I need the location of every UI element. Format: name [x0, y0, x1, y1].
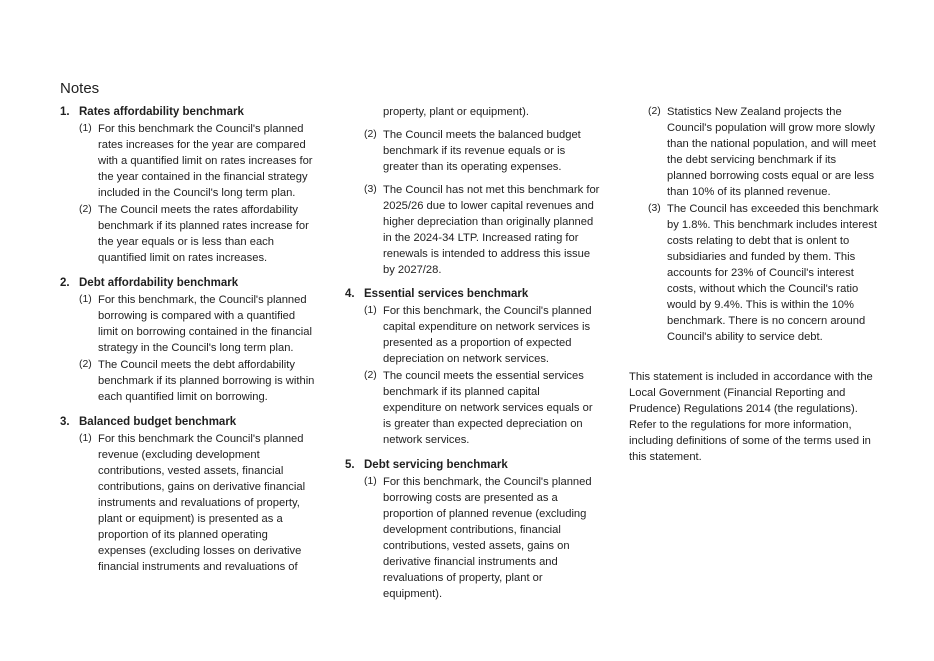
- regulations-statement: This statement is included in accordance with the Local Government (Financial Reporting and Prudence) Regulations 2014 (the regulations). Refer to the regulations for more information, including definitions of some of the terms used in this statement.: [629, 371, 873, 463]
- list-item: [60, 202, 318, 266]
- section-number: 2.: [60, 277, 70, 289]
- item-number: (3): [364, 184, 377, 195]
- item-number: (1): [79, 123, 92, 134]
- item-number: (1): [364, 476, 377, 487]
- item-text: For this benchmark the Council's planned rates increases for the year are compared with a quantified limit on rates increases for the year contained in the financial strategy included in the Council's long term plan.: [98, 123, 313, 199]
- item-number: (1): [79, 294, 92, 305]
- list-item: [345, 127, 601, 175]
- section-title: Rates affordability benchmark: [79, 106, 244, 118]
- item-number: (1): [79, 433, 92, 444]
- list-item: [345, 182, 601, 278]
- section-balanced-budget: [60, 414, 318, 575]
- section-number: 3.: [60, 416, 70, 428]
- section-rates-affordability: [60, 104, 318, 266]
- section-heading: [60, 414, 318, 431]
- item-number: (2): [364, 129, 377, 140]
- list-item: [629, 201, 879, 345]
- section-heading: [345, 457, 601, 474]
- continued-text: property, plant or equipment).: [383, 106, 529, 118]
- item-text: For this benchmark, the Council's planned borrowing is compared with a quantified limit on borrowing contained in the financial strategy in the Council's long term plan.: [98, 294, 312, 354]
- item-number: (2): [364, 370, 377, 381]
- sub-list: [345, 303, 601, 448]
- sub-list: [345, 127, 601, 278]
- list-item: [60, 292, 318, 356]
- list-item: [60, 121, 318, 201]
- item-number: (3): [648, 203, 661, 214]
- item-text: The council meets the essential services benchmark if its planned capital expenditure on network services equals or is greater than expected depreciation on network services.: [383, 370, 593, 446]
- list-item: [345, 368, 601, 448]
- item-text: For this benchmark, the Council's planned capital expenditure on network services is presented as a proportion of expected depreciation on network services.: [383, 305, 592, 365]
- section-number: 5.: [345, 459, 355, 471]
- item-text: The Council meets the rates affordability benchmark if its planned rates increase for the year equals or is less than each quantified limit on rates increases.: [98, 204, 309, 264]
- section-debt-affordability: [60, 275, 318, 405]
- section-heading: [345, 286, 601, 303]
- list-item: [60, 357, 318, 405]
- section-heading: [60, 275, 318, 292]
- item-number: (1): [364, 305, 377, 316]
- item-number: (2): [648, 106, 661, 117]
- sub-list: [60, 292, 318, 405]
- section-number: 4.: [345, 288, 355, 300]
- item-text: For this benchmark the Council's planned revenue (excluding development contributions, vested assets, financial contributions, gains on derivative financial instruments and revaluations of property, plant or equipment) is presented as a proportion of its planned operating expenses (excluding losses on derivative financial instruments and revaluations of: [98, 433, 306, 573]
- page-title: Notes: [60, 80, 100, 97]
- sub-list: [60, 431, 318, 575]
- section-heading: [60, 104, 318, 121]
- section-title: Balanced budget benchmark: [79, 416, 237, 428]
- list-item: [345, 474, 601, 602]
- section-title: Essential services benchmark: [364, 288, 529, 300]
- sub-list: [60, 121, 318, 266]
- sub-list: [345, 474, 601, 602]
- list-item: [629, 104, 879, 200]
- item-text: The Council has exceeded this benchmark by 1.8%. This benchmark includes interest costs relating to debt that is onlent to subsidiaries and funded by them. This accounts for 23% of Council's interest costs, without which the Council's ratio would by 9.4%. This is within the 10% benchmark. There is no concern around Council's ability to service debt.: [667, 203, 879, 343]
- section-debt-servicing: [345, 457, 601, 602]
- section-title: Debt affordability benchmark: [79, 277, 239, 289]
- column-2: [345, 104, 601, 611]
- item-text: For this benchmark, the Council's planned borrowing costs are presented as a proportion of planned revenue (excluding development contributions, financial contributions, vested assets, gains on derivative financial instruments and revaluations of property, plant or equipment).: [383, 476, 592, 600]
- sub-list: [629, 104, 879, 345]
- column-1: [60, 104, 318, 584]
- list-item: [60, 431, 318, 575]
- section-number: 1.: [60, 106, 70, 118]
- item-number: (2): [79, 359, 92, 370]
- section-essential-services: [345, 286, 601, 448]
- column-3: [629, 104, 879, 476]
- list-item: [345, 303, 601, 367]
- section-title: Debt servicing benchmark: [364, 459, 508, 471]
- item-number: (2): [79, 204, 92, 215]
- item-text: Statistics New Zealand projects the Council's population will grow more slowly than the national population, and will meet the debt servicing benchmark if its planned borrowing costs equal or are less than 10% of its planned revenue.: [667, 106, 876, 198]
- item-text: The Council has not met this benchmark for 2025/26 due to lower capital revenues and higher depreciation than originally planned in the 2024-34 LTP. Increased rating for renewals is intended to address this issue by 2027/28.: [383, 184, 600, 276]
- item-text: The Council meets the balanced budget benchmark if its revenue equals or is greater than its operating expenses.: [383, 129, 581, 173]
- item-text: The Council meets the debt affordability benchmark if its planned borrowing is within each quantified limit on borrowing.: [98, 359, 315, 403]
